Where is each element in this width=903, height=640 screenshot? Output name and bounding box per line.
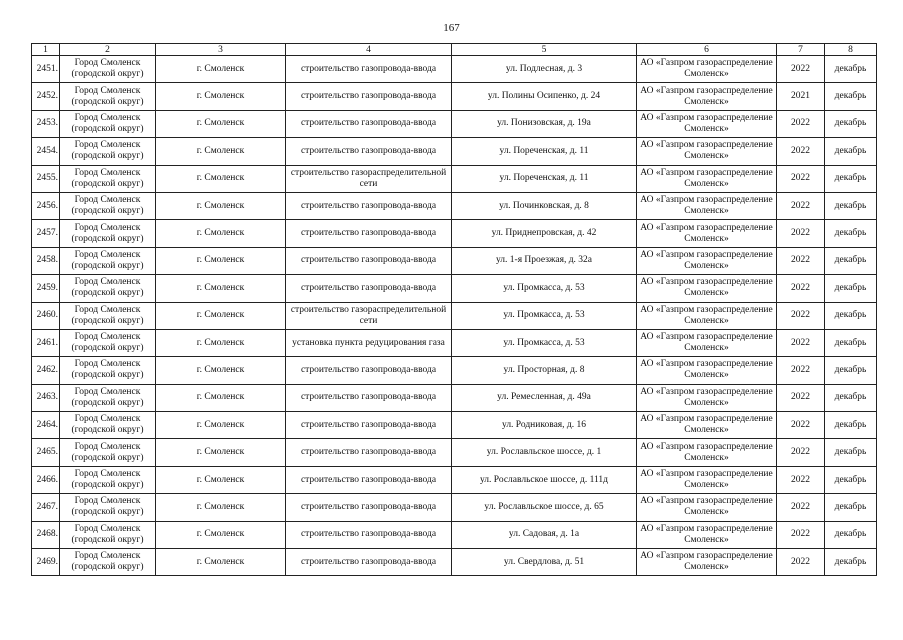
table-row — [32, 56, 877, 83]
year-cell: 2022 — [777, 384, 825, 411]
table-row — [32, 138, 877, 165]
row-number: 2454. — [32, 138, 60, 165]
address-cell: ул. Понизовская, д. 19а — [452, 110, 637, 137]
row-number: 2459. — [32, 275, 60, 302]
table-row — [32, 83, 877, 110]
settlement-cell: г. Смоленск — [156, 439, 286, 466]
organization-cell: АО «Газпром газораспределение Смоленск» — [637, 56, 777, 83]
table-row — [32, 192, 877, 219]
work-type-cell: строительство газопровода-ввода — [286, 247, 452, 274]
municipality-cell: Город Смоленск (городской округ) — [60, 412, 156, 439]
row-number: 2451. — [32, 56, 60, 83]
month-cell: декабрь — [825, 329, 877, 356]
year-cell: 2022 — [777, 275, 825, 302]
year-cell: 2022 — [777, 412, 825, 439]
month-cell: декабрь — [825, 275, 877, 302]
organization-cell: АО «Газпром газораспределение Смоленск» — [637, 384, 777, 411]
organization-cell: АО «Газпром газораспределение Смоленск» — [637, 357, 777, 384]
organization-cell: АО «Газпром газораспределение Смоленск» — [637, 549, 777, 576]
address-cell: ул. Рославльское шоссе, д. 111д — [452, 466, 637, 493]
settlement-cell: г. Смоленск — [156, 302, 286, 329]
settlement-cell: г. Смоленск — [156, 192, 286, 219]
year-cell: 2022 — [777, 494, 825, 521]
organization-cell: АО «Газпром газораспределение Смоленск» — [637, 138, 777, 165]
table-row — [32, 466, 877, 493]
municipality-cell: Город Смоленск (городской округ) — [60, 56, 156, 83]
month-cell: декабрь — [825, 56, 877, 83]
organization-cell: АО «Газпром газораспределение Смоленск» — [637, 466, 777, 493]
year-cell: 2022 — [777, 329, 825, 356]
work-type-cell: строительство газопровода-ввода — [286, 466, 452, 493]
month-cell: декабрь — [825, 220, 877, 247]
table-row — [32, 521, 877, 548]
table-row — [32, 110, 877, 137]
year-cell: 2022 — [777, 549, 825, 576]
settlement-cell: г. Смоленск — [156, 83, 286, 110]
work-type-cell: строительство газопровода-ввода — [286, 220, 452, 247]
row-number: 2453. — [32, 110, 60, 137]
organization-cell: АО «Газпром газораспределение Смоленск» — [637, 110, 777, 137]
row-number: 2466. — [32, 466, 60, 493]
address-cell: ул. Пореченская, д. 11 — [452, 165, 637, 192]
municipality-cell: Город Смоленск (городской округ) — [60, 549, 156, 576]
table-row — [32, 357, 877, 384]
organization-cell: АО «Газпром газораспределение Смоленск» — [637, 247, 777, 274]
settlement-cell: г. Смоленск — [156, 466, 286, 493]
year-cell: 2022 — [777, 302, 825, 329]
address-cell: ул. Ремесленная, д. 49а — [452, 384, 637, 411]
municipality-cell: Город Смоленск (городской округ) — [60, 247, 156, 274]
organization-cell: АО «Газпром газораспределение Смоленск» — [637, 220, 777, 247]
data-table — [31, 43, 877, 576]
table-row — [32, 275, 877, 302]
settlement-cell: г. Смоленск — [156, 521, 286, 548]
address-cell: ул. Подлесная, д. 3 — [452, 56, 637, 83]
table-row — [32, 329, 877, 356]
settlement-cell: г. Смоленск — [156, 357, 286, 384]
row-number: 2469. — [32, 549, 60, 576]
address-cell: ул. Рославльское шоссе, д. 65 — [452, 494, 637, 521]
organization-cell: АО «Газпром газораспределение Смоленск» — [637, 412, 777, 439]
row-number: 2462. — [32, 357, 60, 384]
table-row — [32, 165, 877, 192]
year-cell: 2022 — [777, 56, 825, 83]
work-type-cell: строительство газопровода-ввода — [286, 384, 452, 411]
year-cell: 2022 — [777, 165, 825, 192]
settlement-cell: г. Смоленск — [156, 138, 286, 165]
municipality-cell: Город Смоленск (городской округ) — [60, 138, 156, 165]
month-cell: декабрь — [825, 110, 877, 137]
address-cell: ул. Пореченская, д. 11 — [452, 138, 637, 165]
work-type-cell: строительство газопровода-ввода — [286, 275, 452, 302]
organization-cell: АО «Газпром газораспределение Смоленск» — [637, 165, 777, 192]
settlement-cell: г. Смоленск — [156, 275, 286, 302]
table-row — [32, 549, 877, 576]
municipality-cell: Город Смоленск (городской округ) — [60, 302, 156, 329]
column-header: 6 — [637, 44, 777, 56]
address-cell: ул. Промкасса, д. 53 — [452, 302, 637, 329]
row-number: 2464. — [32, 412, 60, 439]
table-row — [32, 302, 877, 329]
row-number: 2456. — [32, 192, 60, 219]
header-row — [32, 44, 877, 56]
year-cell: 2022 — [777, 357, 825, 384]
municipality-cell: Город Смоленск (городской округ) — [60, 494, 156, 521]
year-cell: 2022 — [777, 521, 825, 548]
settlement-cell: г. Смоленск — [156, 165, 286, 192]
municipality-cell: Город Смоленск (городской округ) — [60, 357, 156, 384]
column-header: 7 — [777, 44, 825, 56]
month-cell: декабрь — [825, 192, 877, 219]
row-number: 2457. — [32, 220, 60, 247]
table-row — [32, 220, 877, 247]
column-header: 2 — [60, 44, 156, 56]
month-cell: декабрь — [825, 165, 877, 192]
month-cell: декабрь — [825, 302, 877, 329]
year-cell: 2022 — [777, 220, 825, 247]
municipality-cell: Город Смоленск (городской округ) — [60, 275, 156, 302]
row-number: 2467. — [32, 494, 60, 521]
work-type-cell: строительство газопровода-ввода — [286, 549, 452, 576]
municipality-cell: Город Смоленск (городской округ) — [60, 329, 156, 356]
table-row — [32, 412, 877, 439]
organization-cell: АО «Газпром газораспределение Смоленск» — [637, 302, 777, 329]
address-cell: ул. Просторная, д. 8 — [452, 357, 637, 384]
row-number: 2460. — [32, 302, 60, 329]
month-cell: декабрь — [825, 138, 877, 165]
month-cell: декабрь — [825, 412, 877, 439]
address-cell: ул. Свердлова, д. 51 — [452, 549, 637, 576]
work-type-cell: установка пункта редуцирования газа — [286, 329, 452, 356]
row-number: 2455. — [32, 165, 60, 192]
address-cell: ул. Садовая, д. 1а — [452, 521, 637, 548]
column-header: 4 — [286, 44, 452, 56]
organization-cell: АО «Газпром газораспределение Смоленск» — [637, 275, 777, 302]
address-cell: ул. Промкасса, д. 53 — [452, 275, 637, 302]
year-cell: 2021 — [777, 83, 825, 110]
work-type-cell: строительство газопровода-ввода — [286, 192, 452, 219]
organization-cell: АО «Газпром газораспределение Смоленск» — [637, 494, 777, 521]
address-cell: ул. Рославльское шоссе, д. 1 — [452, 439, 637, 466]
municipality-cell: Город Смоленск (городской округ) — [60, 466, 156, 493]
page-number: 167 — [443, 22, 460, 34]
work-type-cell: строительство газопровода-ввода — [286, 110, 452, 137]
month-cell: декабрь — [825, 439, 877, 466]
address-cell: ул. Починковская, д. 8 — [452, 192, 637, 219]
municipality-cell: Город Смоленск (городской округ) — [60, 439, 156, 466]
work-type-cell: строительство газопровода-ввода — [286, 138, 452, 165]
work-type-cell: строительство газопровода-ввода — [286, 439, 452, 466]
row-number: 2461. — [32, 329, 60, 356]
table-row — [32, 439, 877, 466]
organization-cell: АО «Газпром газораспределение Смоленск» — [637, 329, 777, 356]
row-number: 2458. — [32, 247, 60, 274]
month-cell: декабрь — [825, 494, 877, 521]
organization-cell: АО «Газпром газораспределение Смоленск» — [637, 83, 777, 110]
settlement-cell: г. Смоленск — [156, 412, 286, 439]
settlement-cell: г. Смоленск — [156, 247, 286, 274]
year-cell: 2022 — [777, 110, 825, 137]
work-type-cell: строительство газораспределительной сети — [286, 165, 452, 192]
municipality-cell: Город Смоленск (городской округ) — [60, 110, 156, 137]
column-header: 3 — [156, 44, 286, 56]
municipality-cell: Город Смоленск (городской округ) — [60, 83, 156, 110]
table-body — [32, 56, 877, 576]
year-cell: 2022 — [777, 192, 825, 219]
settlement-cell: г. Смоленск — [156, 329, 286, 356]
address-cell: ул. Родниковая, д. 16 — [452, 412, 637, 439]
year-cell: 2022 — [777, 439, 825, 466]
address-cell: ул. Приднепровская, д. 42 — [452, 220, 637, 247]
table-row — [32, 384, 877, 411]
municipality-cell: Город Смоленск (городской округ) — [60, 192, 156, 219]
row-number: 2468. — [32, 521, 60, 548]
row-number: 2463. — [32, 384, 60, 411]
municipality-cell: Город Смоленск (городской округ) — [60, 521, 156, 548]
settlement-cell: г. Смоленск — [156, 549, 286, 576]
settlement-cell: г. Смоленск — [156, 110, 286, 137]
month-cell: декабрь — [825, 549, 877, 576]
municipality-cell: Город Смоленск (городской округ) — [60, 220, 156, 247]
month-cell: декабрь — [825, 357, 877, 384]
work-type-cell: строительство газопровода-ввода — [286, 357, 452, 384]
year-cell: 2022 — [777, 466, 825, 493]
municipality-cell: Город Смоленск (городской округ) — [60, 384, 156, 411]
work-type-cell: строительство газопровода-ввода — [286, 494, 452, 521]
organization-cell: АО «Газпром газораспределение Смоленск» — [637, 192, 777, 219]
column-header: 1 — [32, 44, 60, 56]
work-type-cell: строительство газораспределительной сети — [286, 302, 452, 329]
month-cell: декабрь — [825, 521, 877, 548]
address-cell: ул. 1-я Проезжая, д. 32а — [452, 247, 637, 274]
year-cell: 2022 — [777, 138, 825, 165]
organization-cell: АО «Газпром газораспределение Смоленск» — [637, 521, 777, 548]
settlement-cell: г. Смоленск — [156, 220, 286, 247]
settlement-cell: г. Смоленск — [156, 56, 286, 83]
organization-cell: АО «Газпром газораспределение Смоленск» — [637, 439, 777, 466]
settlement-cell: г. Смоленск — [156, 384, 286, 411]
row-number: 2465. — [32, 439, 60, 466]
municipality-cell: Город Смоленск (городской округ) — [60, 165, 156, 192]
settlement-cell: г. Смоленск — [156, 494, 286, 521]
work-type-cell: строительство газопровода-ввода — [286, 56, 452, 83]
table-row — [32, 494, 877, 521]
table-row — [32, 247, 877, 274]
work-type-cell: строительство газопровода-ввода — [286, 521, 452, 548]
month-cell: декабрь — [825, 384, 877, 411]
month-cell: декабрь — [825, 247, 877, 274]
work-type-cell: строительство газопровода-ввода — [286, 412, 452, 439]
column-header: 8 — [825, 44, 877, 56]
column-header: 5 — [452, 44, 637, 56]
address-cell: ул. Промкасса, д. 53 — [452, 329, 637, 356]
row-number: 2452. — [32, 83, 60, 110]
month-cell: декабрь — [825, 466, 877, 493]
work-type-cell: строительство газопровода-ввода — [286, 83, 452, 110]
year-cell: 2022 — [777, 247, 825, 274]
month-cell: декабрь — [825, 83, 877, 110]
address-cell: ул. Полины Осипенко, д. 24 — [452, 83, 637, 110]
